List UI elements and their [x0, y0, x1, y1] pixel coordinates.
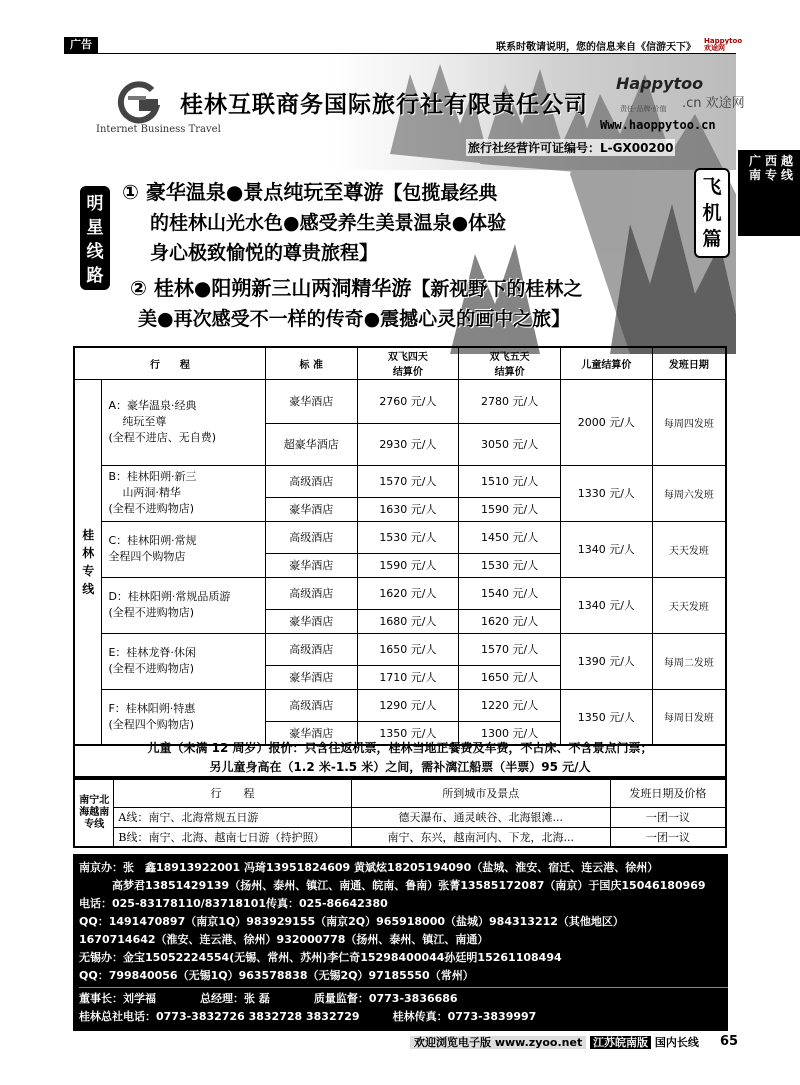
star-char: 星	[86, 218, 104, 238]
hotel-standard: 高级酒店	[265, 689, 357, 721]
logo-text: Internet Business Travel	[96, 124, 221, 135]
route-name	[102, 633, 265, 689]
route-name-line: (全程不进购物店)	[108, 502, 195, 515]
header-5day	[459, 347, 561, 379]
header-4day-l1: 双飞四天	[387, 352, 428, 364]
side-tab-char: 专	[764, 168, 777, 182]
happytoo-sub: 责任·品牌·价值	[620, 105, 667, 113]
header-4day-l2: 结算价	[392, 367, 423, 379]
child-price: 1340 元/人	[560, 521, 652, 577]
contact-line: 1670714642（淮安、连云港、徐州）932000778（扬州、泰州、镇江、南通）	[79, 933, 489, 946]
route-name-line: A：豪华温泉·经典	[108, 399, 197, 412]
depart-date: 每周四发班	[652, 379, 726, 465]
contact-line: 电话：025-83178110/83718101传真：025-86642380	[79, 897, 388, 910]
hotel-standard: 豪华酒店	[265, 721, 357, 745]
table-row	[74, 465, 726, 497]
nn-header-route: 行 程	[114, 779, 351, 807]
route-name-line: (全程四个购物店)	[108, 717, 195, 731]
hotel-standard: 豪华酒店	[265, 665, 357, 689]
route-name	[102, 465, 265, 521]
table-row	[74, 633, 726, 665]
route1-desc: 【包揽最经典	[383, 182, 498, 204]
price-5day: 2780 元/人	[459, 379, 561, 423]
child-price: 2000 元/人	[560, 379, 652, 465]
footer-browse[interactable]: 欢迎浏览电子版 www.zyoo.net	[410, 1036, 586, 1049]
side-tab	[738, 150, 800, 236]
depart-date: 每周日发班	[652, 689, 726, 745]
nn-city: 南宁、东兴，越南河内、下龙，北海...	[351, 827, 610, 847]
nn-route: A线：南宁、北海常规五日游	[114, 807, 351, 827]
depart-date: 天天发班	[652, 577, 726, 633]
nn-row	[74, 827, 726, 847]
route-name-line: F：桂林阳朔·特惠	[108, 701, 196, 715]
nn-header-row	[74, 779, 726, 807]
header-standard: 标 准	[265, 347, 357, 379]
nn-header-city: 所到城市及景点	[351, 779, 610, 807]
nn-date: 一团一议	[610, 807, 726, 827]
route-name	[102, 379, 265, 465]
route1-title: ① 豪华温泉●景点纯玩至尊游	[122, 180, 384, 204]
nn-row	[74, 807, 726, 827]
price-5day: 1540 元/人	[459, 577, 561, 609]
route2-title: ② 桂林●阳朔新三山两洞精华游	[130, 276, 412, 300]
price-5day: 1650 元/人	[459, 665, 561, 689]
header-depart: 发班日期	[652, 347, 726, 379]
route-name-line: (全程不进购物店)	[108, 606, 195, 619]
contact-line: 高梦君13851429139（扬州、泰州、镇江、南通、皖南、鲁南）张菁13585172087（南京）于国庆15046180969	[79, 879, 706, 892]
table-row	[74, 521, 726, 553]
hotel-standard: 高级酒店	[265, 521, 357, 553]
route-name-line: D：桂林阳朔·常规品质游	[108, 590, 231, 603]
price-4day: 1350 元/人	[357, 721, 459, 745]
price-4day: 1620 元/人	[357, 577, 459, 609]
footer	[410, 1034, 728, 1050]
route-name	[102, 521, 265, 577]
footer-section: 国内长线	[654, 1036, 699, 1049]
route-name-line: 纯玩至尊	[122, 415, 167, 428]
route-name-line: (全程不进购物店)	[108, 662, 195, 675]
side-tab-char: 线	[780, 168, 793, 182]
price-4day: 1570 元/人	[357, 465, 459, 497]
route-name-line: (全程不进店、无自费)	[108, 431, 217, 444]
header-4day	[357, 347, 459, 379]
nn-city: 德天瀑布、通灵峡谷、北海银滩...	[351, 807, 610, 827]
route-name-line: B：桂林阳朔·新三	[108, 470, 197, 483]
nn-header-date: 发班日期及价格	[610, 779, 726, 807]
contact-line: 无锡办：金宝15052224554(无锡、常州、苏州)李仁奇15298400044孙廷明15261108494	[79, 951, 562, 964]
price-4day: 1650 元/人	[357, 633, 459, 665]
footer-edition: 江苏皖南版	[590, 1036, 651, 1049]
side-tab-char: 西	[764, 154, 777, 168]
route-name-line: 全程四个购物店	[108, 550, 186, 563]
group-label-text: 桂林专线	[82, 527, 95, 596]
contact-block	[73, 854, 728, 1031]
side-tab-char: 南	[748, 168, 761, 182]
price-5day: 1450 元/人	[459, 521, 561, 553]
price-5day: 1220 元/人	[459, 689, 561, 721]
child-price: 1350 元/人	[560, 689, 652, 745]
price-table	[73, 346, 727, 746]
table-row	[74, 577, 726, 609]
license-number: 旅行社经营许可证编号：L-GX00200	[468, 141, 674, 155]
price-5day: 1590 元/人	[459, 497, 561, 521]
price-4day: 1290 元/人	[357, 689, 459, 721]
flight-label	[694, 168, 730, 258]
price-4day: 1710 元/人	[357, 665, 459, 689]
child-note-line1: 儿童（未满 12 周岁）报价：只含往返机票，桂林当地正餐费及车费，不占床、不含景点门票；	[147, 741, 653, 755]
hotel-standard: 高级酒店	[265, 577, 357, 609]
route1-line1	[122, 176, 497, 205]
header-child: 儿童结算价	[560, 347, 652, 379]
contact-line: 桂林总社电话：0773-3832726 3832728 3832729 桂林传真：0773-3839997	[79, 1010, 537, 1023]
child-price: 1340 元/人	[560, 577, 652, 633]
hotel-standard: 豪华酒店	[265, 379, 357, 423]
price-4day: 2760 元/人	[357, 379, 459, 423]
star-char: 线	[86, 242, 104, 262]
price-5day: 1570 元/人	[459, 633, 561, 665]
hotel-standard: 高级酒店	[265, 633, 357, 665]
price-5day: 3050 元/人	[459, 423, 561, 465]
fly-char: 机	[702, 202, 722, 224]
route2-desc: 【新视野下的桂林之	[411, 278, 583, 300]
hotel-standard: 高级酒店	[265, 465, 357, 497]
hotel-standard: 豪华酒店	[265, 553, 357, 577]
contact-line: 董事长：刘学福 总经理：张 磊 质量监督：0773-3836686	[79, 992, 458, 1005]
company-logo	[112, 80, 162, 124]
contact-line: QQ：1491470897（南京1Q）983929155（南京2Q）965918000（盐城）984313212（其他地区）	[79, 915, 624, 928]
group-label	[74, 379, 102, 745]
price-4day: 1590 元/人	[357, 553, 459, 577]
depart-date: 每周二发班	[652, 633, 726, 689]
price-4day: 1680 元/人	[357, 609, 459, 633]
company-name: 桂林互联商务国际旅行社有限责任公司	[180, 91, 588, 118]
price-5day: 1510 元/人	[459, 465, 561, 497]
route-name	[102, 577, 265, 633]
route-name-line: C：桂林阳朔·常规	[108, 534, 197, 547]
side-tab-char: 越	[780, 154, 793, 168]
route2-line1	[130, 272, 582, 301]
nn-route: B线：南宁、北海、越南七日游（持护照）	[114, 827, 351, 847]
star-route-label	[80, 186, 110, 290]
happytoo-cn: .cn 欢途网	[682, 96, 745, 111]
header-5day-l2: 结算价	[494, 367, 525, 379]
child-note-line2: 另儿童身高在（1.2 米-1.5 米）之间，需补漓江船票（半票）95 元/人	[209, 760, 591, 774]
happytoo-name: Happytoo	[616, 74, 704, 93]
star-char: 明	[86, 194, 104, 214]
nn-label: 南宁北海越南专线	[74, 779, 114, 847]
header-5day-l1: 双飞五天	[489, 352, 530, 364]
ad-tag: 广告	[64, 37, 98, 53]
route1-line2: 的桂林山光水色●感受养生美景温泉●体验	[150, 212, 507, 234]
table-row	[74, 379, 726, 423]
table-row	[74, 689, 726, 721]
price-4day: 1530 元/人	[357, 521, 459, 553]
route1-line3: 身心极致愉悦的尊贵旅程】	[150, 242, 379, 264]
child-price: 1330 元/人	[560, 465, 652, 521]
price-4day: 1630 元/人	[357, 497, 459, 521]
depart-date: 每周六发班	[652, 465, 726, 521]
fly-char: 篇	[702, 228, 722, 250]
contact-line: QQ：799840056（无锡1Q）963578838（无锡2Q）97185550（常州）	[79, 969, 474, 982]
depart-date: 天天发班	[652, 521, 726, 577]
route2-line2: 美●再次感受不一样的传奇●震撼心灵的画中之旅】	[138, 308, 571, 330]
star-char: 路	[86, 266, 104, 286]
child-note	[73, 737, 727, 778]
nanning-table	[73, 778, 727, 848]
website-url[interactable]: Www.haoppytoo.cn	[600, 118, 716, 132]
child-price: 1390 元/人	[560, 633, 652, 689]
price-4day: 2930 元/人	[357, 423, 459, 465]
side-tab-char: 广	[748, 154, 761, 168]
page-number: 65	[720, 1034, 739, 1049]
price-5day: 1300 元/人	[459, 721, 561, 745]
hotel-standard: 豪华酒店	[265, 497, 357, 521]
contact-line: 南京办：张 鑫18913922001 冯琦13951824609 黄斌炫18205194090（盐城、淮安、宿迁、连云港、徐州）	[79, 861, 659, 874]
price-5day: 1620 元/人	[459, 609, 561, 633]
top-note: 联系时敬请说明，您的信息来自《信游天下》	[496, 42, 696, 53]
price-5day: 1530 元/人	[459, 553, 561, 577]
route-name-line: 山两洞·精华	[122, 486, 181, 499]
fly-char: 飞	[702, 176, 722, 198]
route-name-line: E：桂林龙脊·休闲	[108, 646, 196, 659]
header-route: 行 程	[74, 347, 265, 379]
nn-date: 一团一议	[610, 827, 726, 847]
table-header-row	[74, 347, 726, 379]
hotel-standard: 豪华酒店	[265, 609, 357, 633]
hotel-standard: 超豪华酒店	[265, 423, 357, 465]
brand-mini: Happytoo 欢途网	[704, 37, 743, 52]
